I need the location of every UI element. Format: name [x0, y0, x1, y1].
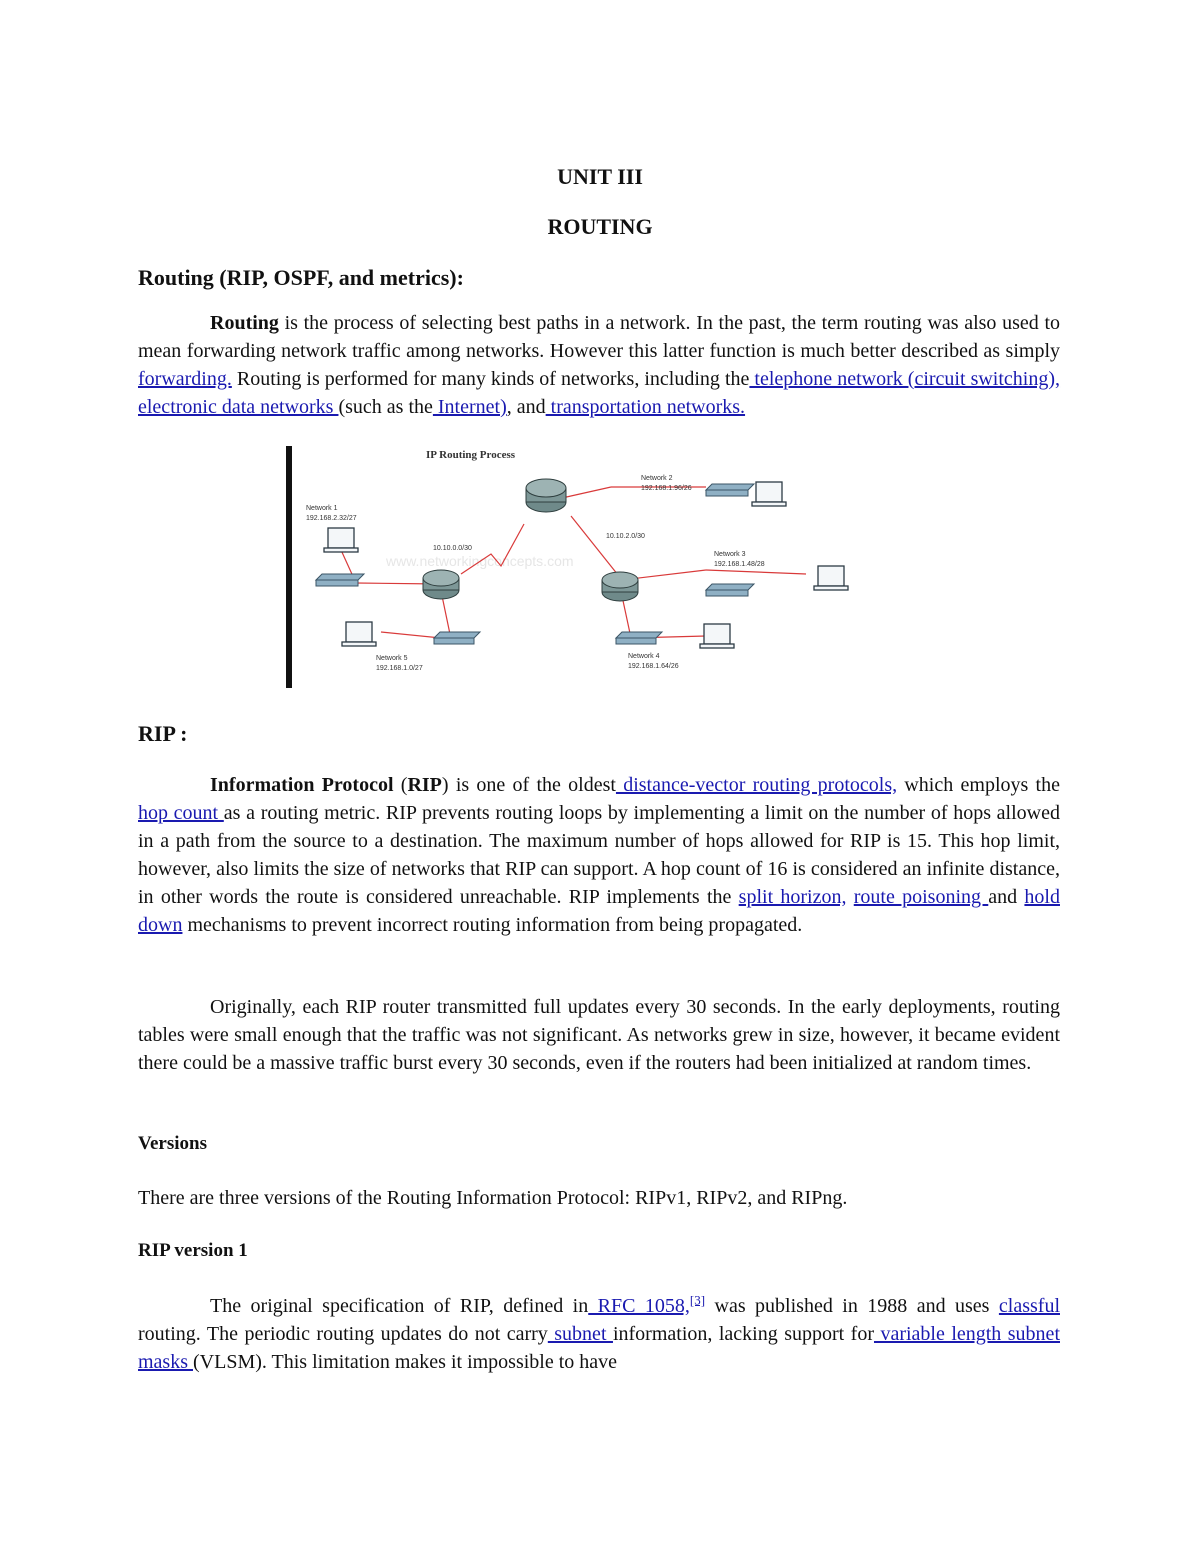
net2-addr: 192.168.1.96/26 [641, 485, 692, 492]
routing-heading: Routing (RIP, OSPF, and metrics): [138, 265, 464, 290]
link-hop-count[interactable]: hop count [138, 802, 224, 824]
rip-text-a: ( [393, 774, 408, 796]
ripv1-text-b: was published in 1988 and uses [705, 1295, 999, 1317]
net2-label: Network 2 [641, 475, 673, 482]
ripv1-text-a: The original specification of RIP, defined in [210, 1295, 589, 1317]
routing-text-3: (such as the [338, 396, 433, 418]
link-ref-3[interactable]: [3] [689, 1292, 706, 1308]
switch-icon [706, 490, 748, 496]
rip-text-f: and [988, 886, 1025, 908]
switch-icon [616, 632, 662, 638]
rip-text-c: which employs the [897, 774, 1060, 796]
switch-icon [316, 580, 358, 586]
link-classful[interactable]: classful [998, 1295, 1060, 1317]
versions-text: There are three versions of the Routing Information Protocol: RIPv1, RIPv2, and RIPng. [138, 1187, 848, 1209]
diagram-title: IP Routing Process [426, 449, 516, 461]
computer-icon [328, 528, 354, 548]
link-telephone-network[interactable]: telephone network (circuit switching), [749, 368, 1061, 390]
computer-icon [818, 566, 844, 586]
link-subnet[interactable]: subnet [547, 1323, 613, 1345]
computer-icon [700, 644, 734, 648]
topic-title: ROUTING [547, 214, 653, 239]
routing-term: Routing [210, 312, 279, 334]
unit-title: UNIT III [557, 164, 643, 189]
link-a-label: 10.10.0.0/30 [433, 545, 472, 552]
rip-paragraph-2: Originally, each RIP router transmitted full updates every 30 seconds. In the early deployments, routing tables were small enough that the traffic was not significant. As networks grew in size, however, it became evident there could be a massive traffic burst every 30 seconds, even if the routers had been initialized at random times. [138, 996, 1060, 1074]
net4-label: Network 4 [628, 653, 660, 660]
computer-icon [342, 642, 376, 646]
net5-label: Network 5 [376, 655, 408, 662]
link-electronic-data-networks[interactable]: electronic data networks [138, 396, 339, 418]
net3-label: Network 3 [714, 551, 746, 558]
switch-icon [706, 590, 748, 596]
rip-text-d: as a routing metric. RIP prevents routing loops by implementing a limit on the number of hops allowed in a path from the source to a destination. The maximum number of hops allowed for RIP is 15. This hop limit, however, also limits the size of networks that RIP can support. A hop count of 16 is considered an infinite distance, in other words the route is considered unreachable. RIP implements the [138, 802, 1060, 908]
ripv1-paragraph [138, 1292, 1060, 1376]
switch-icon [706, 484, 754, 490]
computer-icon [324, 548, 358, 552]
link-vlsm[interactable]: variable length subnet masks [138, 1323, 1060, 1373]
net4-addr: 192.168.1.64/26 [628, 663, 679, 670]
computer-icon [814, 586, 848, 590]
routing-text-1: is the process of selecting best paths in a network. In the past, the term routing was also used to mean forwarding network traffic among networks. However this latter function is much better described as simply [138, 312, 1060, 362]
routing-text-4: , and [506, 396, 546, 418]
rip-text-b: ) is one of the oldest [441, 774, 616, 796]
link-b-label: 10.10.2.0/30 [606, 533, 645, 540]
net3-addr: 192.168.1.48/28 [714, 561, 765, 568]
net1-addr: 192.168.2.32/27 [306, 515, 357, 522]
link-forwarding[interactable]: forwarding. [138, 368, 232, 390]
rip-text-g: mechanisms to prevent incorrect routing information from being propagated. [182, 914, 803, 936]
computer-icon [752, 502, 786, 506]
rip-term: Information Protocol [210, 774, 394, 796]
link-rfc-1058[interactable]: RFC 1058, [588, 1295, 690, 1317]
link-split-horizon[interactable]: split horizon, [738, 886, 847, 908]
link-distance-vector[interactable]: distance-vector routing protocols, [615, 774, 898, 796]
net5-addr: 192.168.1.0/27 [376, 665, 423, 672]
diagram-watermark: www.networkingconcepts.com [386, 553, 574, 569]
net1-label: Network 1 [306, 505, 338, 512]
router-icon [526, 479, 566, 512]
routing-text-2: Routing is performed for many kinds of networks, including the [231, 368, 750, 390]
ripv1-text-c: routing. The periodic routing updates do not carry [138, 1323, 548, 1345]
router-icon [602, 572, 638, 601]
switch-icon [434, 638, 474, 644]
computer-icon [704, 624, 730, 644]
ripv1-text-e: (VLSM). This limitation makes it impossible to have [193, 1351, 618, 1373]
ripv1-heading: RIP version 1 [138, 1240, 248, 1261]
link-internet[interactable]: Internet) [432, 396, 507, 418]
switch-icon [434, 632, 480, 638]
rip-paragraph-1 [138, 771, 1060, 939]
computer-icon [756, 482, 782, 502]
ripv1-text-d: information, lacking support for [612, 1323, 874, 1345]
diagram-left-rule [286, 446, 292, 688]
switch-icon [706, 584, 754, 590]
routing-paragraph [138, 309, 1060, 421]
router-icon [423, 570, 459, 599]
switch-icon [616, 638, 656, 644]
link-transportation-networks[interactable]: transportation networks. [545, 396, 746, 418]
rip-abbrev: RIP [407, 774, 442, 796]
ip-routing-diagram [286, 446, 886, 688]
versions-heading: Versions [138, 1133, 207, 1154]
rip-heading: RIP : [138, 721, 188, 746]
switch-icon [316, 574, 364, 580]
link-hold-down[interactable]: hold down [138, 886, 1060, 936]
computer-icon [346, 622, 372, 642]
rip-text-e [846, 886, 853, 908]
link-route-poisoning[interactable]: route poisoning [853, 886, 989, 908]
